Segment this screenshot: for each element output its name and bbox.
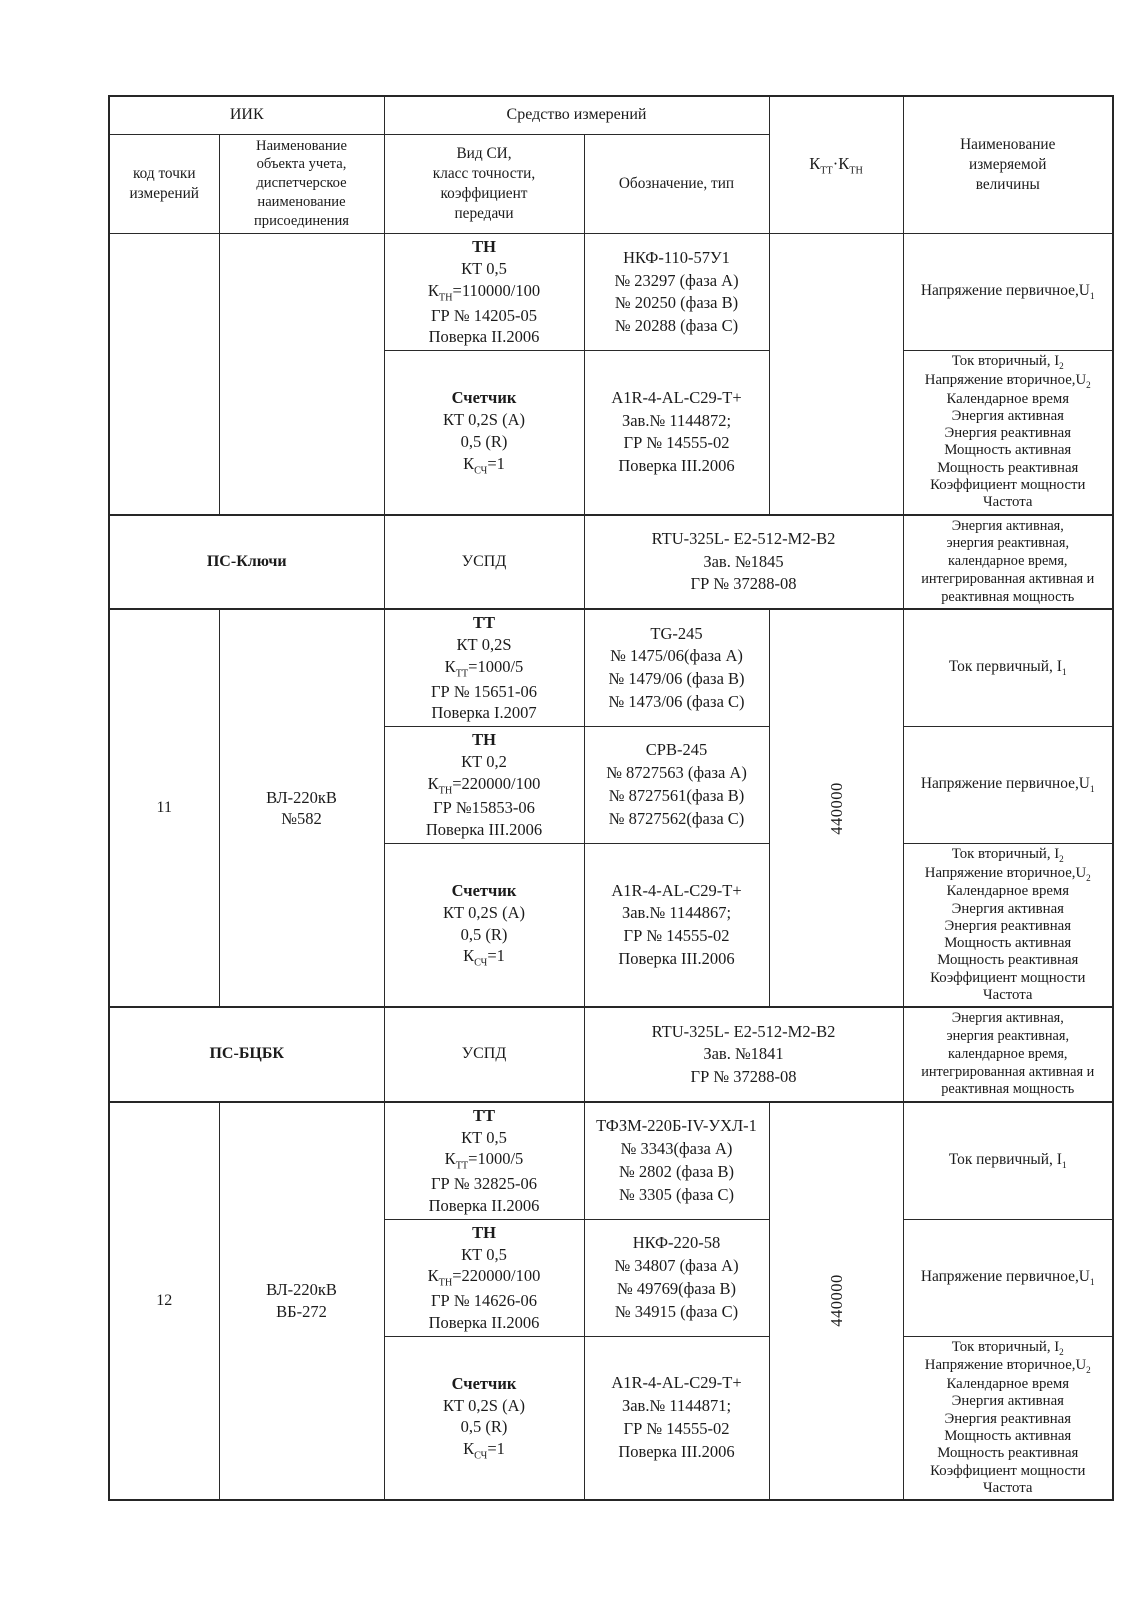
cell-r11-tt-measured: Ток первичный, $I_1$	[903, 609, 1113, 726]
cell-uspd2-kind: УСПД	[384, 1007, 584, 1102]
cell-r11-meter-measured: Ток вторичный, $I_2$ Напряжение $вторичное,U_2$ Календарное время Энергия активная Энергия реактивная Мощность активная Мощность реактивная Коэффициент мощности Частота	[903, 843, 1113, 1007]
cell-r12-tt-measured: Ток первичный, $I_1$	[903, 1102, 1113, 1219]
cell-r12-tt-type: ТФЗМ-220Б-IV-УХЛ-1 № 3343(фаза А) № 2802 (фаза В) № 3305 (фаза С)	[584, 1102, 769, 1219]
measurement-points-table	[108, 95, 1114, 1501]
header-izmeryaemaya-velichina: Наименование измеряемой величины	[903, 96, 1113, 234]
cell-b0-ktt-empty	[769, 234, 903, 515]
cell-r11-meter-si: Счетчик КТ 0,2S (А) 0,5 (R) $К_{СЧ}=1$	[384, 843, 584, 1007]
cell-r12-ktt-ktn-value: 440000	[826, 1274, 846, 1328]
cell-r11-tt-si: ТТ КТ 0,2S $К_{ТТ}=1000/5$ ГР № 15651-06 Поверка I.2007	[384, 609, 584, 726]
cell-r12-object: ВЛ-220кВ ВБ-272	[219, 1102, 384, 1500]
cell-uspd1-kind: УСПД	[384, 515, 584, 610]
cell-r11-ktt-ktn	[769, 609, 903, 1007]
cell-uspd1-name: ПС-Ключи	[109, 515, 384, 610]
cell-r11-meter-type: A1R-4-AL-C29-T+ Зав.№ 1144867; ГР № 14555-02 Поверка III.2006	[584, 843, 769, 1007]
cell-r12-meter-si: Счетчик КТ 0,2S (А) 0,5 (R) $К_{СЧ}=1$	[384, 1336, 584, 1500]
cell-b0-tn-type: НКФ-110-57У1 № 23297 (фаза А) № 20250 (фаза В) № 20288 (фаза С)	[584, 234, 769, 351]
cell-r12-tn-measured: Напряжение $первичное,U_1$	[903, 1219, 1113, 1336]
cell-b0-tn-si: ТН КТ 0,5 $К_{ТН}=110000/100$ ГР № 14205-05 Поверка II.2006	[384, 234, 584, 351]
cell-r11-object: ВЛ-220кВ №582	[219, 609, 384, 1007]
cell-r12-meter-measured: Ток вторичный, $I_2$ Напряжение $вторичное,U_2$ Календарное время Энергия активная Энергия реактивная Мощность активная Мощность реактивная Коэффициент мощности Частота	[903, 1336, 1113, 1500]
header-ktt-ktn: $К_{ТТ}\cdot К_{ТН}$	[769, 96, 903, 234]
cell-r11-tn-measured: Напряжение $первичное,U_1$	[903, 727, 1113, 844]
header-iik: ИИК	[109, 96, 384, 134]
cell-b0-tn-measured: Напряжение $первичное,U_1$	[903, 234, 1113, 351]
cell-uspd2-name: ПС-БЦБК	[109, 1007, 384, 1102]
header-naimenovanie-obekta: Наименование объекта учета, диспетчерское наименование присоединения	[219, 134, 384, 234]
cell-r12-meter-type: A1R-4-AL-C29-T+ Зав.№ 1144871; ГР № 14555-02 Поверка III.2006	[584, 1336, 769, 1500]
header-vid-si: Вид СИ, класс точности, коэффициент передачи	[384, 134, 584, 234]
cell-r12-tt-si: ТТ КТ 0,5 $К_{ТТ}=1000/5$ ГР № 32825-06 Поверка II.2006	[384, 1102, 584, 1219]
cell-uspd2-type: RTU-325L- E2-512-M2-B2 Зав. №1841 ГР № 37288-08	[584, 1007, 903, 1102]
cell-uspd2-measured: Энергия активная, энергия реактивная, календарное время, интегрированная активная и реактивная мощность	[903, 1007, 1113, 1102]
cell-r11-tn-si: ТН КТ 0,2 $К_{ТН}=220000/100$ ГР №15853-06 Поверка III.2006	[384, 727, 584, 844]
cell-r12-tn-si: ТН КТ 0,5 $К_{ТН}=220000/100$ ГР № 14626-06 Поверка II.2006	[384, 1219, 584, 1336]
cell-b0-object-empty	[219, 234, 384, 515]
cell-b0-meter-measured: Ток вторичный, $I_2$ Напряжение $вторичное,U_2$ Календарное время Энергия активная Энергия реактивная Мощность активная Мощность реактивная Коэффициент мощности Частота	[903, 351, 1113, 515]
header-sredstvo-izmereniy: Средство измерений	[384, 96, 769, 134]
header-oboznachenie-tip: Обозначение, тип	[584, 134, 769, 234]
cell-b0-code-empty	[109, 234, 219, 515]
cell-r12-ktt-ktn	[769, 1102, 903, 1500]
cell-uspd1-type: RTU-325L- E2-512-M2-B2 Зав. №1845 ГР № 37288-08	[584, 515, 903, 610]
cell-r11-code: 11	[109, 609, 219, 1007]
cell-r12-code: 12	[109, 1102, 219, 1500]
cell-r11-ktt-ktn-value: 440000	[826, 782, 846, 835]
cell-b0-meter-si: Счетчик КТ 0,2S (А) 0,5 (R) $К_{СЧ}=1$	[384, 351, 584, 515]
cell-r11-tt-type: TG-245 № 1475/06(фаза А) № 1479/06 (фаза В) № 1473/06 (фаза С)	[584, 609, 769, 726]
header-kod-tochki: код точки измерений	[109, 134, 219, 234]
cell-r11-tn-type: СРВ-245 № 8727563 (фаза А) № 8727561(фаза В) № 8727562(фаза С)	[584, 727, 769, 844]
cell-b0-meter-type: A1R-4-AL-C29-T+ Зав.№ 1144872; ГР № 14555-02 Поверка III.2006	[584, 351, 769, 515]
cell-r12-tn-type: НКФ-220-58 № 34807 (фаза А) № 49769(фаза В) № 34915 (фаза С)	[584, 1219, 769, 1336]
cell-uspd1-measured: Энергия активная, энергия реактивная, календарное время, интегрированная активная и реактивная мощность	[903, 515, 1113, 610]
